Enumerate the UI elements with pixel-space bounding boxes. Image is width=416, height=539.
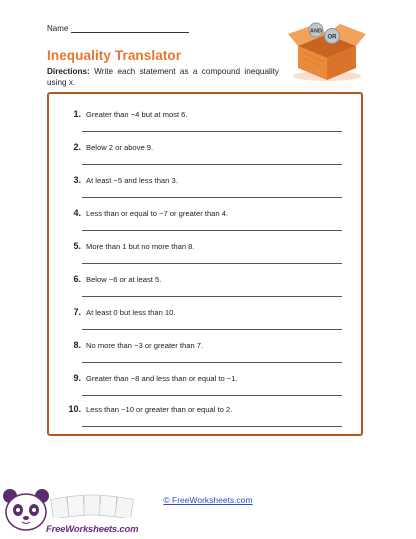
answer-line[interactable] — [82, 395, 342, 396]
question-text: At least −5 and less than 3. — [86, 176, 178, 185]
question-number: 4. — [73, 208, 81, 218]
question-text: Greater than −4 but at most 6. — [86, 110, 188, 119]
question-number: 6. — [73, 274, 81, 284]
question-item — [49, 142, 361, 175]
answer-line[interactable] — [82, 296, 342, 297]
answer-line[interactable] — [82, 230, 342, 231]
question-text: Less than −10 or greater than or equal to 2. — [86, 405, 233, 414]
question-number: 9. — [73, 373, 81, 383]
and-label: AND — [310, 28, 322, 35]
question-number: 2. — [73, 142, 81, 152]
question-text: At least 0 but less than 10. — [86, 308, 176, 317]
or-label: OR — [327, 34, 337, 41]
name-row — [47, 24, 189, 33]
answer-line[interactable] — [82, 426, 342, 427]
question-item — [49, 340, 361, 373]
question-text: Below 2 or above 9. — [86, 143, 154, 152]
question-number: 10. — [68, 404, 81, 414]
question-item — [49, 307, 361, 340]
worksheet-title: Inequality Translator — [47, 48, 182, 63]
question-text: No more than −3 or greater than 7. — [86, 341, 204, 350]
answer-line[interactable] — [82, 362, 342, 363]
question-number: 8. — [73, 340, 81, 350]
and-or-box-icon — [286, 16, 368, 84]
question-number: 1. — [73, 109, 81, 119]
question-number: 7. — [73, 307, 81, 317]
name-input-line[interactable] — [71, 24, 189, 33]
question-item — [49, 208, 361, 241]
questions-frame — [47, 92, 363, 436]
worksheet-thumbnails-icon — [50, 494, 136, 518]
question-text: Less than or equal to −7 or greater than 4. — [86, 209, 229, 218]
copyright-link[interactable]: © FreeWorksheets.com — [163, 495, 253, 505]
question-text: More than 1 but no more than 8. — [86, 242, 195, 251]
name-label: Name — [47, 24, 69, 33]
answer-line[interactable] — [82, 263, 342, 264]
question-item — [49, 404, 361, 437]
answer-line[interactable] — [82, 197, 342, 198]
answer-line[interactable] — [82, 164, 342, 165]
or-badge — [325, 29, 340, 44]
question-item — [49, 109, 361, 142]
directions-text: Write each statement as a compound inequality using x. — [47, 67, 279, 87]
directions — [47, 67, 279, 88]
question-number: 3. — [73, 175, 81, 185]
question-item — [49, 274, 361, 307]
question-text: Below −6 or at least 5. — [86, 275, 162, 284]
question-text: Greater than −8 and less than or equal to −1. — [86, 374, 238, 383]
question-item — [49, 241, 361, 274]
question-item — [49, 175, 361, 208]
question-item — [49, 373, 361, 406]
answer-line[interactable] — [82, 131, 342, 132]
answer-line[interactable] — [82, 329, 342, 330]
brand-logo: FreeWorksheets.com — [46, 524, 139, 535]
and-badge — [309, 23, 323, 37]
question-number: 5. — [73, 241, 81, 251]
directions-label: Directions: — [47, 67, 90, 76]
